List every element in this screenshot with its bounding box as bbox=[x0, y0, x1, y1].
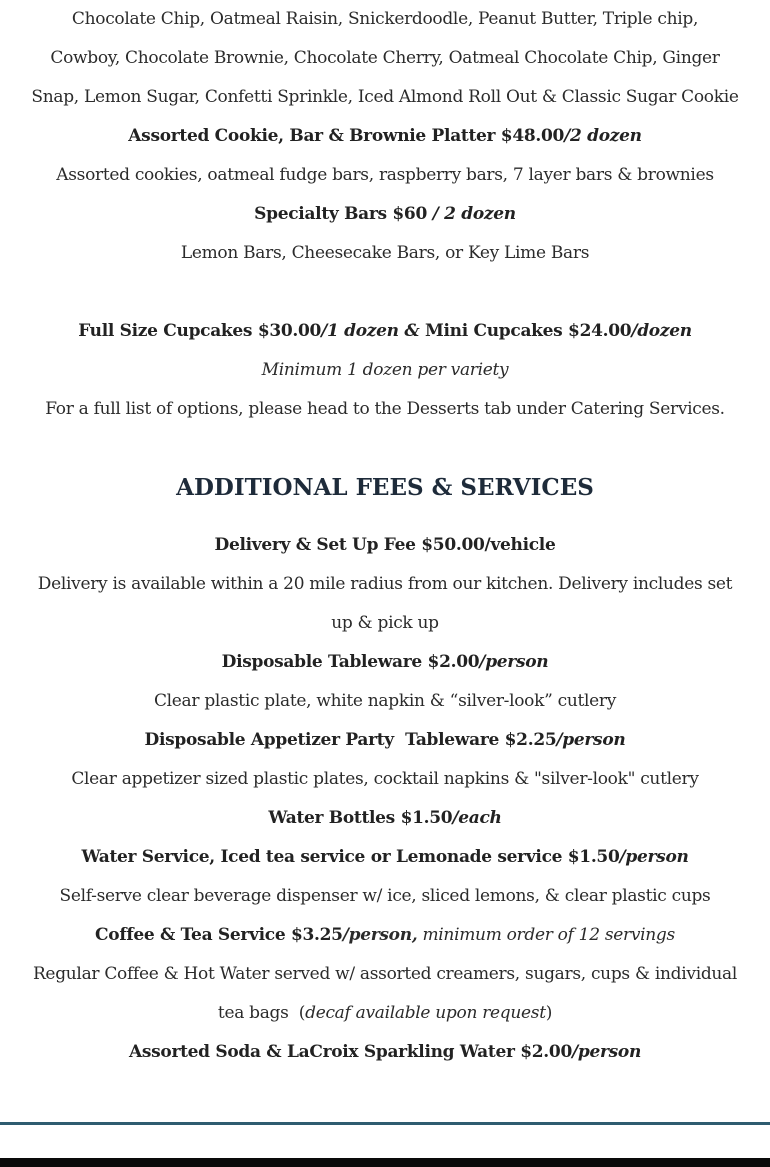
cupcakes-minimum: Minimum 1 dozen per variety bbox=[261, 360, 509, 380]
cupcakes-note: For a full list of options, please head to the Desserts tab under Catering Services. bbox=[45, 399, 725, 419]
appetizer-unit: /person bbox=[556, 730, 626, 751]
platter-unit: /2 dozen bbox=[564, 126, 642, 146]
coffee-minimum: minimum order of 12 servings bbox=[417, 925, 675, 946]
appetizer-tableware-title bbox=[0, 721, 770, 760]
coffee-unit: /person, bbox=[342, 925, 418, 946]
specialty-bars-title bbox=[0, 195, 770, 234]
footer-bar bbox=[0, 1158, 770, 1167]
cupcakes-title-b: Mini Cupcakes $24.00 bbox=[425, 321, 632, 341]
platter-title bbox=[0, 117, 770, 156]
spacer bbox=[0, 273, 770, 312]
water-bottles-title bbox=[0, 799, 770, 838]
tableware-title-text: Disposable Tableware $2.00 bbox=[221, 652, 480, 673]
specialty-bars-unit: / 2 dozen bbox=[426, 204, 516, 224]
coffee-title-text: Coffee & Tea Service $3.25 bbox=[95, 925, 343, 946]
specialty-bars-title-text: Specialty Bars $60 bbox=[254, 204, 427, 224]
section-heading: ADDITIONAL FEES & SERVICES bbox=[176, 474, 594, 501]
delivery-description: Delivery is available within a 20 mile radius from our kitchen. Delivery includes set bbox=[37, 574, 733, 595]
coffee-description: Regular Coffee & Hot Water served w/ assorted creamers, sugars, cups & individual bbox=[32, 964, 738, 985]
appetizer-tableware-description: Clear appetizer sized plastic plates, cocktail napkins & "silver-look" cutlery bbox=[71, 769, 699, 790]
cupcakes-unit-b: /dozen bbox=[631, 321, 692, 341]
cupcakes-unit-a: /1 dozen & bbox=[321, 321, 425, 341]
cupcakes-title bbox=[0, 312, 770, 351]
platter-title-text: Assorted Cookie, Bar & Brownie Platter $48.00 bbox=[128, 126, 565, 146]
tableware-unit: /person bbox=[479, 652, 549, 673]
appetizer-title-text: Disposable Appetizer Party Tableware $2.25 bbox=[144, 730, 557, 751]
tableware-title bbox=[0, 643, 770, 682]
soda-title-text: Assorted Soda & LaCroix Sparkling Water $2.00 bbox=[128, 1042, 572, 1063]
coffee-title bbox=[0, 916, 770, 955]
delivery-description: up & pick up bbox=[331, 613, 439, 634]
water-bottles-title-text: Water Bottles $1.50 bbox=[268, 808, 453, 829]
tableware-description: Clear plastic plate, white napkin & “silver-look” cutlery bbox=[153, 691, 617, 712]
section-divider bbox=[0, 1122, 770, 1125]
soda-title bbox=[0, 1033, 770, 1072]
water-service-title bbox=[0, 838, 770, 877]
cookie-varieties-line: Cowboy, Chocolate Brownie, Chocolate Cherry, Oatmeal Chocolate Chip, Ginger bbox=[50, 48, 720, 68]
cookie-varieties-line: Chocolate Chip, Oatmeal Raisin, Snickerdoodle, Peanut Butter, Triple chip, bbox=[71, 9, 699, 29]
specialty-bars-description: Lemon Bars, Cheesecake Bars, or Key Lime Bars bbox=[180, 243, 590, 263]
cookie-varieties-line: Snap, Lemon Sugar, Confetti Sprinkle, Iced Almond Roll Out & Classic Sugar Cookie bbox=[31, 87, 739, 107]
water-service-description: Self-serve clear beverage dispenser w/ ice, sliced lemons, & clear plastic cups bbox=[59, 886, 711, 907]
water-service-title-text: Water Service, Iced tea service or Lemonade service $1.50 bbox=[81, 847, 620, 868]
coffee-description bbox=[0, 994, 770, 1033]
platter-description: Assorted cookies, oatmeal fudge bars, raspberry bars, 7 layer bars & brownies bbox=[56, 165, 714, 185]
coffee-decaf-note: decaf available upon request bbox=[305, 1003, 546, 1024]
delivery-title: Delivery & Set Up Fee $50.00/vehicle bbox=[214, 535, 556, 556]
water-service-unit: /person bbox=[619, 847, 689, 868]
spacer bbox=[0, 429, 770, 468]
cupcakes-title-a: Full Size Cupcakes $30.00 bbox=[78, 321, 322, 341]
coffee-desc-text: tea bags ( bbox=[217, 1003, 306, 1024]
water-bottles-unit: /each bbox=[452, 808, 502, 829]
coffee-desc-close: ) bbox=[545, 1003, 553, 1024]
soda-unit: /person bbox=[571, 1042, 642, 1063]
